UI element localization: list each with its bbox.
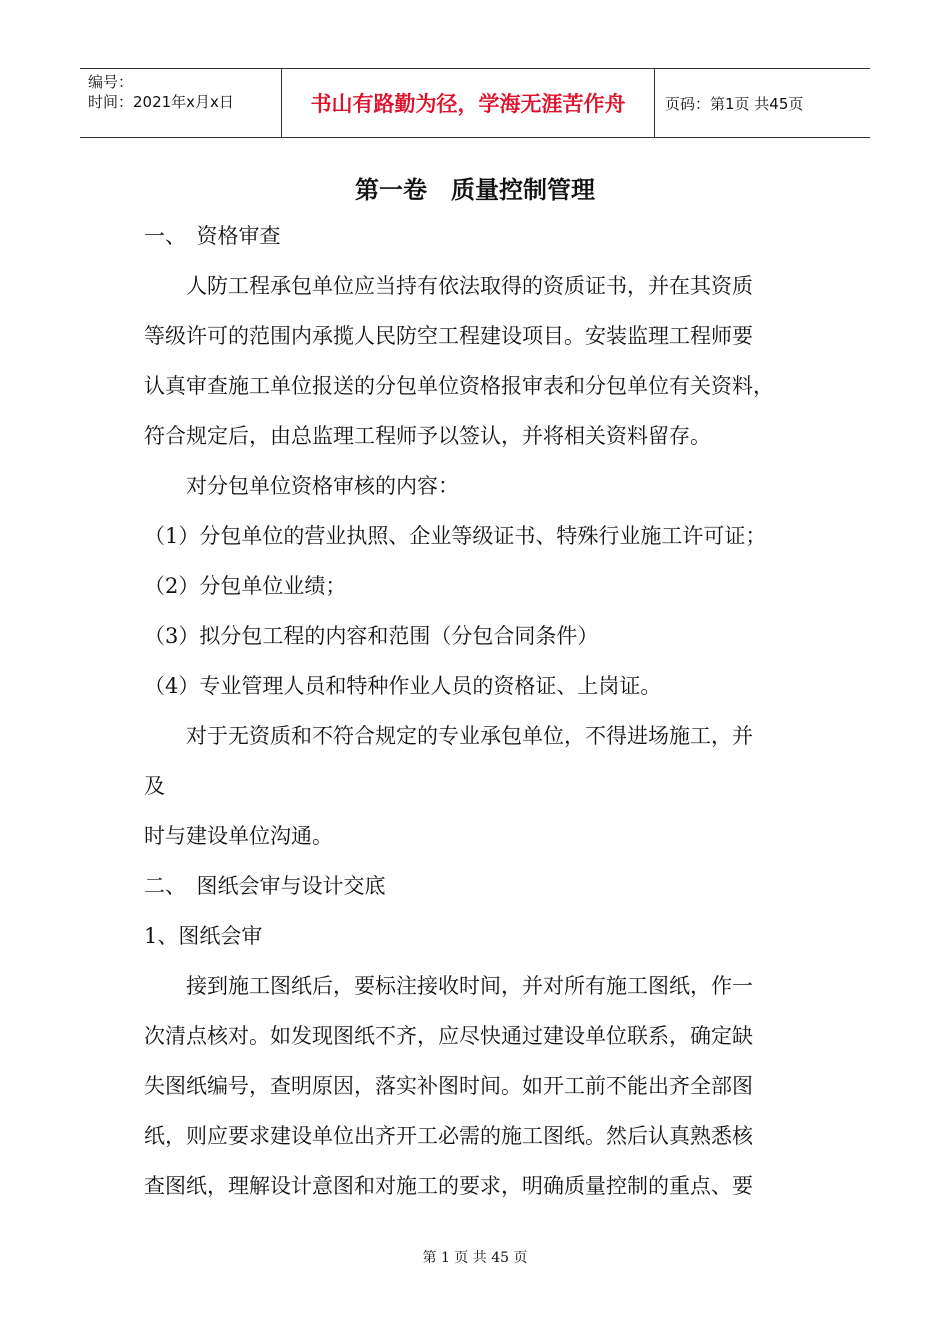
document-title: 第一卷 质量控制管理 bbox=[355, 176, 595, 204]
paragraph-line: 失图纸编号，查明原因，落实补图时间。如开工前不能出齐全部图 bbox=[144, 1074, 753, 1098]
paragraph-line: 认真审查施工单位报送的分包单位资格报审表和分包单位有关资料， bbox=[144, 374, 774, 398]
section-heading: 二、 图纸会审与设计交底 bbox=[144, 874, 386, 898]
document-date: 时间：2021年x月x日 bbox=[88, 93, 234, 111]
list-item: （3）拟分包工程的内容和范围（分包合同条件） bbox=[144, 624, 599, 648]
page-footer: 第 1 页 共 45 页 bbox=[422, 1250, 528, 1266]
list-item: （4）专业管理人员和特种作业人员的资格证、上岗证。 bbox=[144, 674, 662, 698]
paragraph-line: 及 bbox=[144, 774, 165, 798]
section-heading: 一、 资格审查 bbox=[144, 224, 281, 248]
page-header bbox=[80, 68, 870, 138]
list-item: （1）分包单位的营业执照、企业等级证书、特殊行业施工许可证； bbox=[144, 524, 767, 548]
list-item: （2）分包单位业绩； bbox=[144, 574, 347, 598]
paragraph-line: 时与建设单位沟通。 bbox=[144, 824, 333, 848]
paragraph-line: 人防工程承包单位应当持有依法取得的资质证书，并在其资质 bbox=[144, 274, 753, 298]
paragraph-line: 对于无资质和不符合规定的专业承包单位，不得进场施工，并 bbox=[144, 724, 753, 748]
header-meta bbox=[80, 69, 282, 137]
paragraph-line: 次清点核对。如发现图纸不齐，应尽快通过建设单位联系，确定缺 bbox=[144, 1024, 753, 1048]
paragraph-line: 等级许可的范围内承揽人民防空工程建设项目。安装监理工程师要 bbox=[144, 324, 753, 348]
paragraph-line: 对分包单位资格审核的内容： bbox=[144, 474, 459, 498]
subsection-heading: 1、图纸会审 bbox=[144, 924, 263, 948]
header-motto: 书山有路勤为径，学海无涯苦作舟 bbox=[282, 69, 655, 137]
paragraph-line: 接到施工图纸后，要标注接收时间，并对所有施工图纸，作一 bbox=[144, 974, 753, 998]
document-number: 编号： bbox=[88, 73, 134, 91]
paragraph-line: 纸，则应要求建设单位出齐开工必需的施工图纸。然后认真熟悉核 bbox=[144, 1124, 753, 1148]
paragraph-line: 查图纸，理解设计意图和对施工的要求，明确质量控制的重点、要 bbox=[144, 1174, 753, 1198]
header-page-info: 页码：第1页 共45页 bbox=[665, 94, 804, 113]
paragraph-line: 符合规定后，由总监理工程师予以签认，并将相关资料留存。 bbox=[144, 424, 711, 448]
